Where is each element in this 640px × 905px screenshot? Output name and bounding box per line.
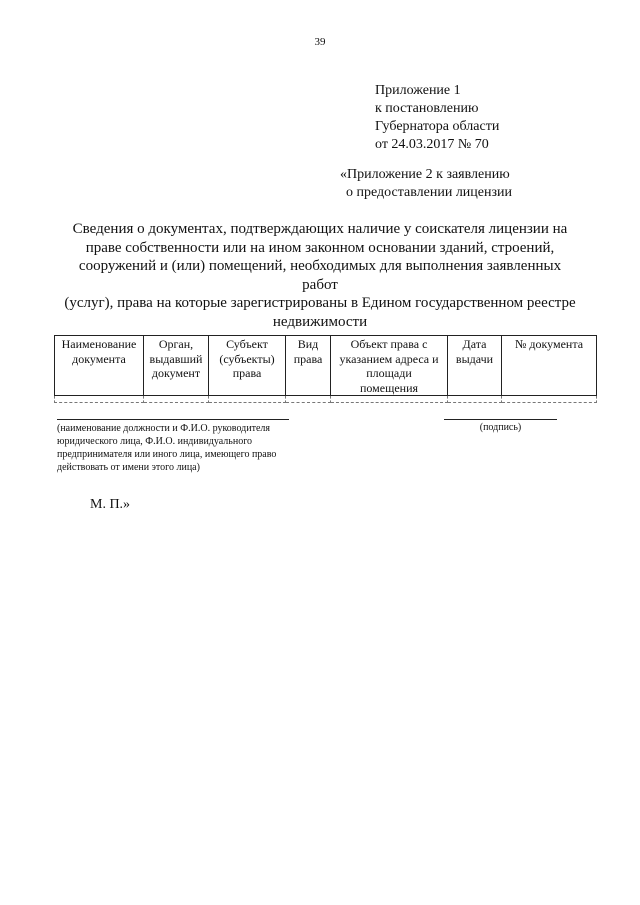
title-line: (услуг), права на которые зарегистрированы в Едином государственном реестре xyxy=(64,295,576,311)
header-line: помещения xyxy=(359,380,419,395)
caption-line: юридического лица, Ф.И.О. индивидуального xyxy=(57,436,253,447)
table-cell xyxy=(286,396,331,403)
header-line: права xyxy=(293,351,323,366)
title-line: праве собственности или на ином законном основании зданий, строений, xyxy=(85,239,555,256)
header-line: указанием адреса и xyxy=(339,351,439,366)
table-cell xyxy=(144,396,209,403)
signature-line xyxy=(444,419,557,420)
column-header-document-name xyxy=(55,336,144,396)
title-line: сооружений и (или) помещений, необходимых для выполнения заявленных работ xyxy=(78,258,562,293)
appendix-line: Губернатора области xyxy=(375,119,500,134)
table-cell xyxy=(55,396,144,403)
title-line: Сведения о документах, подтверждающих наличие у соискателя лицензии на xyxy=(72,221,568,237)
header-line: Субъект xyxy=(226,337,268,351)
signature-caption: (подпись) xyxy=(479,422,522,433)
header-line: Орган, xyxy=(158,337,194,351)
caption-line: (наименование должности и Ф.И.О. руководителя xyxy=(57,423,270,434)
official-name-line xyxy=(57,419,289,420)
header-line: документа xyxy=(72,351,126,366)
documents-table xyxy=(54,335,597,403)
appendix-reference xyxy=(375,82,499,154)
table-cell xyxy=(331,396,448,403)
page-number: 39 xyxy=(314,36,326,48)
official-name-caption xyxy=(57,422,276,474)
header-line: Наименование xyxy=(61,337,137,351)
appendix-line: от 24.03.2017 № 70 xyxy=(375,137,489,152)
header-line: Объект права с xyxy=(350,337,428,351)
request-appendix-line: «Приложение 2 к заявлению xyxy=(340,167,510,182)
header-line: Вид xyxy=(297,337,319,351)
header-line: Дата xyxy=(462,337,487,351)
column-header-property-object xyxy=(331,336,448,396)
header-line: № документа xyxy=(514,337,584,351)
appendix-line: к постановлению xyxy=(375,101,479,116)
appendix-line: Приложение 1 xyxy=(375,83,461,98)
header-line: площади xyxy=(366,366,412,380)
stamp-placeholder: М. П.» xyxy=(90,497,131,512)
column-header-right-holders xyxy=(209,336,286,396)
column-header-right-type xyxy=(286,336,331,396)
header-line: выдачи xyxy=(455,351,494,366)
header-line: выдавший xyxy=(149,351,203,366)
table-cell xyxy=(209,396,286,403)
header-line: права xyxy=(232,366,262,380)
table-empty-row xyxy=(55,396,597,403)
column-header-issue-date xyxy=(448,336,502,396)
table-cell xyxy=(502,396,597,403)
header-line: (субъекты) xyxy=(219,351,275,366)
column-header-document-number xyxy=(502,336,597,396)
document-title xyxy=(60,220,580,331)
caption-line: действовать от имени этого лица) xyxy=(57,462,200,473)
table-cell xyxy=(448,396,502,403)
title-line: недвижимости xyxy=(272,313,368,330)
request-appendix-reference xyxy=(340,166,512,202)
column-header-issuing-authority xyxy=(144,336,209,396)
request-appendix-line: о предоставлении лицензии xyxy=(346,185,513,200)
caption-line: предпринимателя или иного лица, имеющего право xyxy=(57,449,277,460)
header-line: документ xyxy=(151,366,201,380)
table-header-row xyxy=(55,336,597,396)
